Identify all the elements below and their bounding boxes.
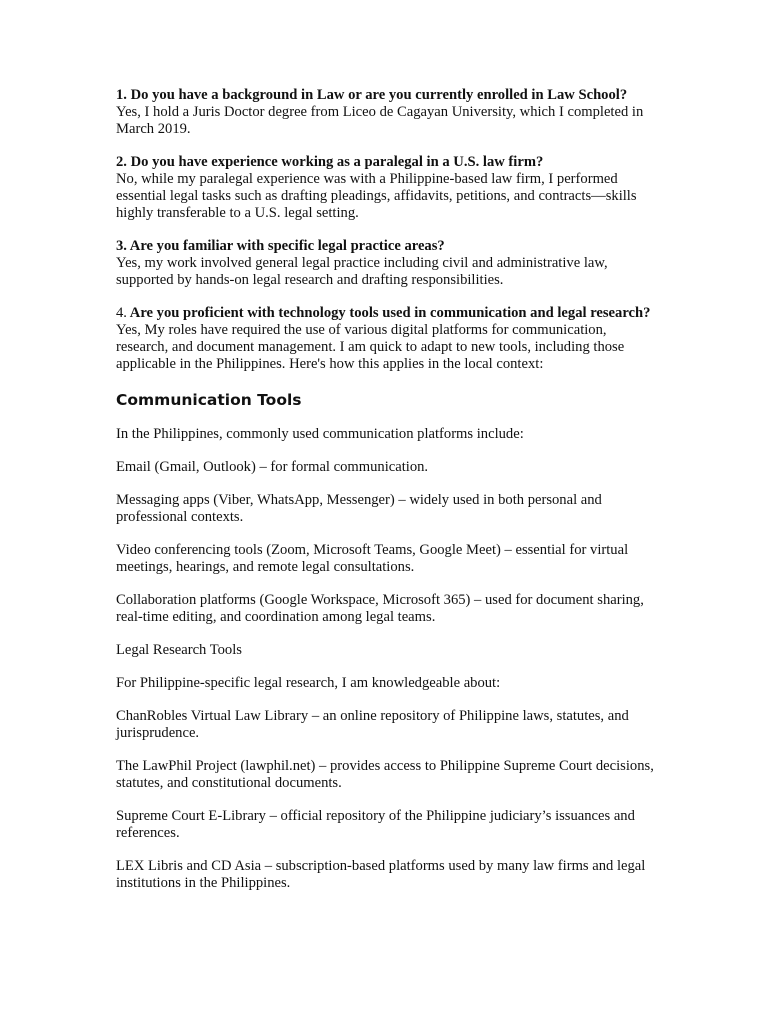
question-number: 2.: [116, 154, 127, 170]
answer-3: Yes, my work involved general legal practice including civil and administrative law, supported by hands-on legal research and drafting responsibilities.: [116, 255, 608, 288]
paragraph: The LawPhil Project (lawphil.net) – provides access to Philippine Supreme Court decisions, statutes, and constitutional documents.: [116, 758, 654, 791]
paragraph: Video conferencing tools (Zoom, Microsoft Teams, Google Meet) – essential for virtual meetings, hearings, and remote legal consultations.: [116, 542, 629, 575]
question-number: 1.: [116, 87, 127, 103]
question-2: [116, 154, 656, 171]
answer-1: Yes, I hold a Juris Doctor degree from Liceo de Cagayan University, which I completed in March 2019.: [116, 104, 644, 137]
question-text: Do you have a background in Law or are you currently enrolled in Law School?: [130, 87, 628, 103]
qa-item-1: [116, 87, 656, 138]
subheading: Legal Research Tools: [116, 642, 242, 658]
question-number: 4.: [116, 305, 127, 321]
section-heading: Communication Tools: [116, 391, 302, 409]
question-number: 3.: [116, 238, 127, 254]
question-3: [116, 238, 656, 255]
question-4: [116, 305, 656, 322]
question-text: Do you have experience working as a paralegal in a U.S. law firm?: [130, 154, 544, 170]
question-text: Are you familiar with specific legal practice areas?: [129, 238, 445, 254]
paragraph: In the Philippines, commonly used communication platforms include:: [116, 426, 524, 442]
answer-2: No, while my paralegal experience was with a Philippine-based law firm, I performed essential legal tasks such as drafting pleadings, affidavits, petitions, and contracts—skills highly transferable to a U.S. legal setting.: [116, 171, 637, 221]
paragraph: Supreme Court E-Library – official repository of the Philippine judiciary’s issuances and references.: [116, 808, 635, 841]
qa-item-2: [116, 154, 656, 222]
document-page: [116, 87, 656, 908]
question-text: Are you proficient with technology tools used in communication and legal research?: [129, 305, 651, 321]
qa-item-3: [116, 238, 656, 289]
qa-item-4: [116, 305, 656, 373]
paragraph: Email (Gmail, Outlook) – for formal communication.: [116, 459, 429, 475]
paragraph: Messaging apps (Viber, WhatsApp, Messenger) – widely used in both personal and professional contexts.: [116, 492, 602, 525]
paragraph: ChanRobles Virtual Law Library – an online repository of Philippine laws, statutes, and jurisprudence.: [116, 708, 629, 741]
question-1: [116, 87, 656, 104]
paragraph: LEX Libris and CD Asia – subscription-based platforms used by many law firms and legal institutions in the Philippines.: [116, 858, 646, 891]
paragraph: Collaboration platforms (Google Workspace, Microsoft 365) – used for document sharing, real-time editing, and coordination among legal teams.: [116, 592, 644, 625]
answer-4: Yes, My roles have required the use of various digital platforms for communication, research, and document management. I am quick to adapt to new tools, including those applicable in the Philippines. Here's how this applies in the local context:: [116, 322, 625, 372]
paragraph: For Philippine-specific legal research, I am knowledgeable about:: [116, 675, 501, 691]
